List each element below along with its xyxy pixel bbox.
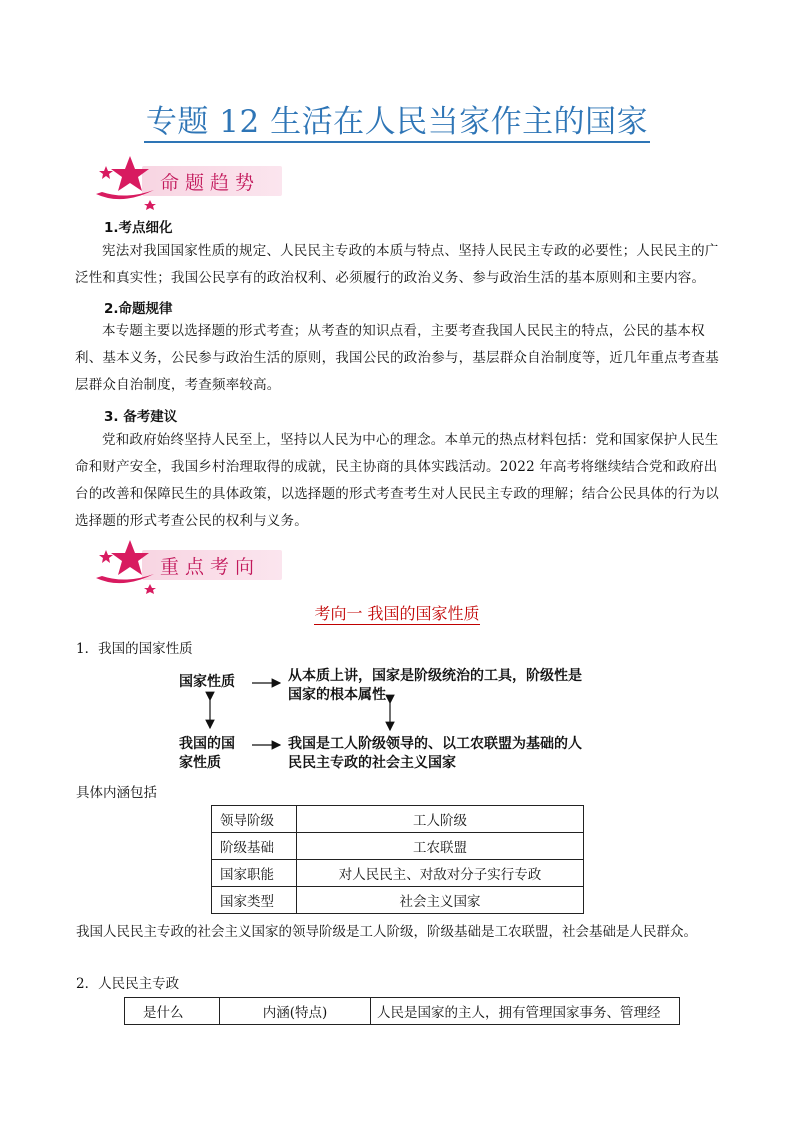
section-heading: 3. 备考建议 bbox=[104, 409, 178, 425]
diagram-node-our-state-line1: 我国的国 bbox=[179, 736, 235, 752]
table-cell: 是什么 bbox=[125, 998, 220, 1025]
table-key-cell: 领导阶级 bbox=[212, 806, 297, 833]
table-key-cell: 国家类型 bbox=[212, 887, 297, 914]
section-heading: 2.命题规律 bbox=[104, 301, 173, 317]
item-heading: 2．人民民主专政 bbox=[76, 976, 180, 992]
table-value-cell: 社会主义国家 bbox=[297, 887, 584, 914]
table-row bbox=[212, 860, 584, 887]
intro-text: 具体内涵包括 bbox=[76, 785, 157, 801]
table-row bbox=[212, 833, 584, 860]
item-heading: 1．我国的国家性质 bbox=[76, 641, 193, 657]
table-row bbox=[212, 806, 584, 833]
banner-label: 命题趋势 bbox=[160, 172, 261, 194]
summary-text: 我国人民民主专政的社会主义国家的领导阶级是工人阶级，阶级基础是工农联盟，社会基础是人民群众。 bbox=[76, 924, 697, 940]
diagram-node-definition-line2: 民民主专政的社会主义国家 bbox=[288, 755, 456, 771]
table-key-cell: 国家职能 bbox=[212, 860, 297, 887]
table-row bbox=[125, 998, 680, 1025]
state-nature-table bbox=[211, 805, 584, 914]
table-value-cell: 工人阶级 bbox=[297, 806, 584, 833]
diagram-node-essence-line2: 国家的根本属性 bbox=[288, 687, 386, 703]
subsection-title: 考向一 我国的国家性质 bbox=[314, 604, 480, 623]
diagram-node-our-state-line2: 家性质 bbox=[179, 755, 221, 771]
table-row bbox=[212, 887, 584, 914]
diagram-node-state-nature: 国家性质 bbox=[179, 674, 235, 690]
section-heading: 1.考点细化 bbox=[104, 220, 173, 236]
table-value-cell: 工农联盟 bbox=[297, 833, 584, 860]
dictatorship-table bbox=[124, 997, 680, 1025]
section-paragraph: 党和政府始终坚持人民至上，坚持以人民为中心的理念。本单元的热点材料包括：党和国家保护人民生命和财产安全，我国乡村治理取得的成就，民主协商的具体实践活动。2022 年高考将继续结合党和政府出台的改善和保障民生的具体政策，以选择题的形式考查考生对人民民主专政的理解；结合公民具体的行为以选择题的形式考查公民的权利与义务。 bbox=[75, 432, 719, 529]
page-title: 专题 12 生活在人民当家作主的国家 bbox=[0, 96, 794, 141]
table-cell: 内涵(特点) bbox=[220, 998, 371, 1025]
diagram-node-definition-line1: 我国是工人阶级领导的、以工农联盟为基础的人 bbox=[288, 736, 582, 752]
table-value-cell: 对人民民主、对敌对分子实行专政 bbox=[297, 860, 584, 887]
section-paragraph: 宪法对我国国家性质的规定、人民民主专政的本质与特点、坚持人民民主专政的必要性；人民民主的广泛性和真实性；我国公民享有的政治权利、必须履行的政治义务、参与政治生活的基本原则和主要内容。 bbox=[75, 243, 719, 286]
section-paragraph: 本专题主要以选择题的形式考查；从考查的知识点看，主要考查我国人民民主的特点，公民的基本权利、基本义务，公民参与政治生活的原则，我国公民的政治参与，基层群众自治制度等，近几年重点考查基层群众自治制度，考查频率较高。 bbox=[75, 323, 719, 393]
diagram-node-essence-line1: 从本质上讲，国家是阶级统治的工具，阶级性是 bbox=[288, 668, 582, 684]
banner-label: 重点考向 bbox=[160, 556, 261, 578]
table-cell: 人民是国家的主人，拥有管理国家事务、管理经 bbox=[371, 998, 680, 1025]
table-key-cell: 阶级基础 bbox=[212, 833, 297, 860]
